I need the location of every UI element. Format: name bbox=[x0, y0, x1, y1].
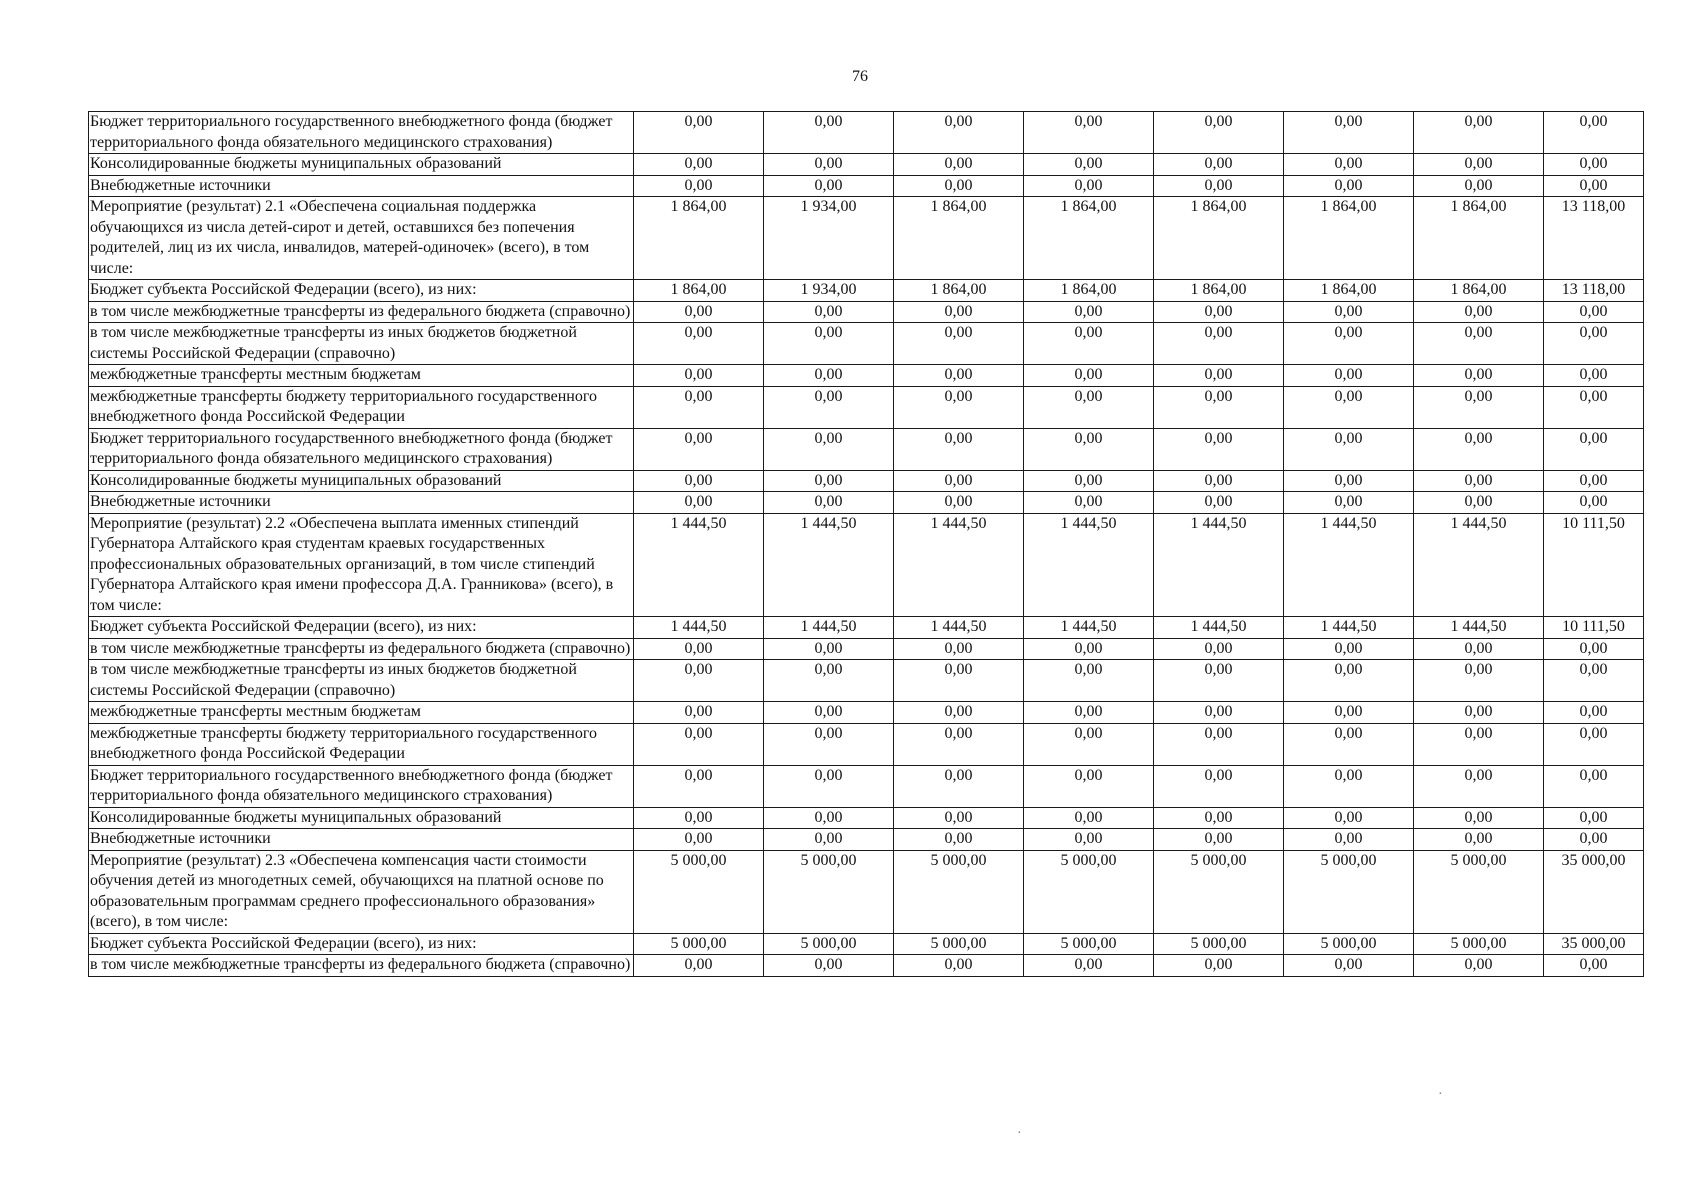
cell-value: 0,00 bbox=[1024, 154, 1154, 176]
cell-total: 0,00 bbox=[1544, 660, 1644, 702]
cell-value: 0,00 bbox=[1414, 829, 1544, 851]
table-row bbox=[89, 933, 1644, 955]
cell-value: 0,00 bbox=[1284, 470, 1414, 492]
cell-total: 13 118,00 bbox=[1544, 280, 1644, 302]
cell-value: 0,00 bbox=[1284, 829, 1414, 851]
table-row bbox=[89, 492, 1644, 514]
cell-value: 0,00 bbox=[634, 765, 764, 807]
cell-value: 0,00 bbox=[1154, 723, 1284, 765]
cell-value: 5 000,00 bbox=[1284, 850, 1414, 933]
table-row bbox=[89, 638, 1644, 660]
cell-value: 0,00 bbox=[764, 112, 894, 154]
cell-value: 0,00 bbox=[1154, 807, 1284, 829]
table-row bbox=[89, 365, 1644, 387]
row-label: Мероприятие (результат) 2.1 «Обеспечена социальная поддержка обучающихся из числа детей-сирот и детей, оставшихся без попечения родителей, лиц из их числа, инвалидов, матерей-одиночек» (всего), в том числе: bbox=[89, 197, 634, 280]
cell-value: 0,00 bbox=[1284, 660, 1414, 702]
row-label: межбюджетные трансферты местным бюджетам bbox=[89, 365, 634, 387]
cell-value: 0,00 bbox=[1154, 492, 1284, 514]
table-row bbox=[89, 386, 1644, 428]
cell-value: 1 864,00 bbox=[634, 197, 764, 280]
cell-total: 0,00 bbox=[1544, 301, 1644, 323]
cell-value: 0,00 bbox=[1414, 723, 1544, 765]
page-number: 76 bbox=[852, 68, 868, 85]
cell-value: 0,00 bbox=[894, 365, 1024, 387]
cell-value: 0,00 bbox=[634, 154, 764, 176]
cell-value: 1 444,50 bbox=[1284, 617, 1414, 639]
cell-total: 10 111,50 bbox=[1544, 617, 1644, 639]
cell-total: 35 000,00 bbox=[1544, 850, 1644, 933]
cell-value: 0,00 bbox=[1024, 955, 1154, 977]
table-row bbox=[89, 702, 1644, 724]
cell-value: 0,00 bbox=[1414, 154, 1544, 176]
cell-value: 0,00 bbox=[1024, 807, 1154, 829]
cell-value: 0,00 bbox=[764, 660, 894, 702]
cell-value: 0,00 bbox=[1284, 386, 1414, 428]
cell-value: 0,00 bbox=[764, 765, 894, 807]
cell-value: 0,00 bbox=[894, 175, 1024, 197]
cell-value: 0,00 bbox=[634, 470, 764, 492]
row-label: Мероприятие (результат) 2.2 «Обеспечена выплата именных стипендий Губернатора Алтайского края студентам краевых государственных профессиональных образовательных организаций, в том числе стипендий Губернатора Алтайского края имени профессора Д.А. Гранникова» (всего), в том числе: bbox=[89, 513, 634, 617]
cell-total: 0,00 bbox=[1544, 323, 1644, 365]
cell-value: 0,00 bbox=[1024, 386, 1154, 428]
cell-value: 0,00 bbox=[764, 386, 894, 428]
cell-value: 5 000,00 bbox=[634, 933, 764, 955]
cell-total: 0,00 bbox=[1544, 112, 1644, 154]
cell-value: 5 000,00 bbox=[894, 850, 1024, 933]
cell-value: 0,00 bbox=[1154, 301, 1284, 323]
cell-value: 5 000,00 bbox=[1024, 850, 1154, 933]
cell-value: 0,00 bbox=[764, 702, 894, 724]
cell-value: 0,00 bbox=[894, 723, 1024, 765]
cell-value: 0,00 bbox=[1024, 492, 1154, 514]
cell-value: 0,00 bbox=[764, 365, 894, 387]
cell-total: 35 000,00 bbox=[1544, 933, 1644, 955]
cell-value: 0,00 bbox=[1154, 428, 1284, 470]
cell-value: 0,00 bbox=[1154, 154, 1284, 176]
cell-value: 0,00 bbox=[1414, 660, 1544, 702]
budget-table bbox=[88, 111, 1644, 977]
table-row bbox=[89, 723, 1644, 765]
cell-value: 1 864,00 bbox=[1024, 197, 1154, 280]
cell-value: 0,00 bbox=[1284, 428, 1414, 470]
cell-value: 0,00 bbox=[1414, 470, 1544, 492]
cell-total: 0,00 bbox=[1544, 154, 1644, 176]
cell-value: 0,00 bbox=[1154, 765, 1284, 807]
cell-total: 0,00 bbox=[1544, 723, 1644, 765]
cell-value: 0,00 bbox=[1154, 323, 1284, 365]
cell-value: 0,00 bbox=[894, 955, 1024, 977]
cell-value: 0,00 bbox=[764, 638, 894, 660]
cell-value: 0,00 bbox=[1154, 955, 1284, 977]
cell-value: 0,00 bbox=[634, 175, 764, 197]
cell-value: 0,00 bbox=[1154, 112, 1284, 154]
cell-value: 0,00 bbox=[1284, 955, 1414, 977]
cell-value: 0,00 bbox=[634, 638, 764, 660]
cell-value: 0,00 bbox=[764, 428, 894, 470]
cell-value: 0,00 bbox=[1154, 175, 1284, 197]
cell-value: 0,00 bbox=[634, 723, 764, 765]
cell-value: 0,00 bbox=[1024, 638, 1154, 660]
cell-value: 0,00 bbox=[1414, 301, 1544, 323]
cell-value: 0,00 bbox=[1154, 702, 1284, 724]
cell-value: 0,00 bbox=[894, 492, 1024, 514]
row-label: в том числе межбюджетные трансферты из федерального бюджета (справочно) bbox=[89, 638, 634, 660]
cell-value: 0,00 bbox=[894, 829, 1024, 851]
cell-value: 0,00 bbox=[894, 765, 1024, 807]
cell-value: 1 864,00 bbox=[1284, 197, 1414, 280]
row-label: межбюджетные трансферты местным бюджетам bbox=[89, 702, 634, 724]
cell-value: 0,00 bbox=[1024, 702, 1154, 724]
cell-value: 1 444,50 bbox=[1284, 513, 1414, 617]
cell-total: 0,00 bbox=[1544, 470, 1644, 492]
row-label: Бюджет субъекта Российской Федерации (всего), из них: bbox=[89, 280, 634, 302]
cell-value: 0,00 bbox=[1024, 323, 1154, 365]
cell-value: 5 000,00 bbox=[1154, 850, 1284, 933]
cell-value: 0,00 bbox=[634, 301, 764, 323]
scan-speck: · bbox=[1438, 1087, 1443, 1102]
table-row bbox=[89, 175, 1644, 197]
cell-total: 0,00 bbox=[1544, 807, 1644, 829]
table-row bbox=[89, 955, 1644, 977]
row-label: Консолидированные бюджеты муниципальных образований bbox=[89, 154, 634, 176]
cell-value: 5 000,00 bbox=[894, 933, 1024, 955]
cell-value: 0,00 bbox=[1414, 386, 1544, 428]
cell-total: 10 111,50 bbox=[1544, 513, 1644, 617]
table-row bbox=[89, 660, 1644, 702]
cell-value: 0,00 bbox=[894, 323, 1024, 365]
cell-total: 0,00 bbox=[1544, 829, 1644, 851]
table-row bbox=[89, 513, 1644, 617]
cell-total: 0,00 bbox=[1544, 386, 1644, 428]
cell-value: 5 000,00 bbox=[764, 850, 894, 933]
cell-value: 0,00 bbox=[1284, 365, 1414, 387]
table-row bbox=[89, 829, 1644, 851]
cell-value: 1 444,50 bbox=[1154, 513, 1284, 617]
row-label: Внебюджетные источники bbox=[89, 175, 634, 197]
row-label: Бюджет субъекта Российской Федерации (всего), из них: bbox=[89, 933, 634, 955]
row-label: Бюджет субъекта Российской Федерации (всего), из них: bbox=[89, 617, 634, 639]
cell-value: 0,00 bbox=[764, 301, 894, 323]
cell-value: 0,00 bbox=[1024, 175, 1154, 197]
cell-value: 1 444,50 bbox=[1154, 617, 1284, 639]
cell-value: 5 000,00 bbox=[1414, 933, 1544, 955]
cell-value: 0,00 bbox=[1024, 470, 1154, 492]
cell-value: 0,00 bbox=[1024, 765, 1154, 807]
cell-value: 0,00 bbox=[1284, 301, 1414, 323]
table-row bbox=[89, 428, 1644, 470]
cell-value: 0,00 bbox=[764, 829, 894, 851]
table-row bbox=[89, 807, 1644, 829]
cell-value: 0,00 bbox=[1284, 154, 1414, 176]
cell-value: 0,00 bbox=[634, 428, 764, 470]
cell-value: 0,00 bbox=[1284, 638, 1414, 660]
cell-value: 5 000,00 bbox=[1024, 933, 1154, 955]
cell-value: 0,00 bbox=[1414, 365, 1544, 387]
cell-value: 0,00 bbox=[1024, 112, 1154, 154]
table-row bbox=[89, 112, 1644, 154]
cell-value: 0,00 bbox=[1024, 365, 1154, 387]
cell-value: 0,00 bbox=[894, 112, 1024, 154]
cell-value: 0,00 bbox=[764, 955, 894, 977]
cell-value: 1 864,00 bbox=[1414, 280, 1544, 302]
cell-value: 0,00 bbox=[634, 386, 764, 428]
cell-value: 0,00 bbox=[634, 829, 764, 851]
cell-value: 0,00 bbox=[894, 301, 1024, 323]
cell-value: 0,00 bbox=[1154, 829, 1284, 851]
cell-value: 0,00 bbox=[1284, 175, 1414, 197]
cell-value: 0,00 bbox=[634, 807, 764, 829]
table-row bbox=[89, 154, 1644, 176]
cell-value: 0,00 bbox=[1414, 702, 1544, 724]
table-row bbox=[89, 301, 1644, 323]
cell-value: 0,00 bbox=[634, 702, 764, 724]
table-row bbox=[89, 470, 1644, 492]
cell-value: 0,00 bbox=[1154, 660, 1284, 702]
cell-total: 0,00 bbox=[1544, 492, 1644, 514]
cell-value: 0,00 bbox=[764, 723, 894, 765]
cell-value: 1 444,50 bbox=[1414, 617, 1544, 639]
cell-total: 0,00 bbox=[1544, 955, 1644, 977]
cell-value: 0,00 bbox=[1024, 829, 1154, 851]
cell-value: 0,00 bbox=[1024, 660, 1154, 702]
cell-value: 0,00 bbox=[634, 323, 764, 365]
cell-value: 5 000,00 bbox=[1154, 933, 1284, 955]
row-label: в том числе межбюджетные трансферты из федерального бюджета (справочно) bbox=[89, 955, 634, 977]
cell-value: 1 444,50 bbox=[1024, 513, 1154, 617]
cell-value: 1 864,00 bbox=[634, 280, 764, 302]
row-label: Бюджет территориального государственного внебюджетного фонда (бюджет территориального фонда обязательного медицинского страхования) bbox=[89, 428, 634, 470]
cell-value: 0,00 bbox=[1414, 323, 1544, 365]
cell-value: 0,00 bbox=[1414, 765, 1544, 807]
table-row bbox=[89, 197, 1644, 280]
cell-value: 0,00 bbox=[764, 807, 894, 829]
cell-value: 1 444,50 bbox=[764, 513, 894, 617]
cell-value: 0,00 bbox=[1284, 112, 1414, 154]
cell-value: 0,00 bbox=[1024, 301, 1154, 323]
cell-value: 0,00 bbox=[1414, 807, 1544, 829]
cell-value: 1 444,50 bbox=[634, 617, 764, 639]
cell-value: 0,00 bbox=[1024, 723, 1154, 765]
cell-value: 1 864,00 bbox=[1284, 280, 1414, 302]
row-label: в том числе межбюджетные трансферты из федерального бюджета (справочно) bbox=[89, 301, 634, 323]
cell-value: 1 444,50 bbox=[894, 617, 1024, 639]
cell-total: 0,00 bbox=[1544, 428, 1644, 470]
cell-value: 1 864,00 bbox=[894, 197, 1024, 280]
cell-value: 0,00 bbox=[764, 175, 894, 197]
cell-value: 0,00 bbox=[1154, 386, 1284, 428]
row-label: в том числе межбюджетные трансферты из иных бюджетов бюджетной системы Российской Федерации (справочно) bbox=[89, 660, 634, 702]
cell-value: 0,00 bbox=[1284, 702, 1414, 724]
cell-value: 5 000,00 bbox=[764, 933, 894, 955]
cell-value: 0,00 bbox=[1414, 955, 1544, 977]
table-row bbox=[89, 850, 1644, 933]
row-label: в том числе межбюджетные трансферты из иных бюджетов бюджетной системы Российской Федерации (справочно) bbox=[89, 323, 634, 365]
table-row bbox=[89, 617, 1644, 639]
budget-table-body bbox=[89, 112, 1644, 977]
cell-value: 0,00 bbox=[1284, 765, 1414, 807]
cell-value: 0,00 bbox=[894, 428, 1024, 470]
table-row bbox=[89, 323, 1644, 365]
cell-value: 0,00 bbox=[634, 365, 764, 387]
cell-value: 0,00 bbox=[1414, 638, 1544, 660]
cell-value: 1 864,00 bbox=[1024, 280, 1154, 302]
cell-value: 0,00 bbox=[634, 660, 764, 702]
row-label: Внебюджетные источники bbox=[89, 829, 634, 851]
row-label: Консолидированные бюджеты муниципальных образований bbox=[89, 807, 634, 829]
cell-value: 0,00 bbox=[1414, 492, 1544, 514]
cell-value: 1 444,50 bbox=[634, 513, 764, 617]
cell-total: 0,00 bbox=[1544, 175, 1644, 197]
cell-value: 1 864,00 bbox=[894, 280, 1024, 302]
cell-value: 0,00 bbox=[1284, 723, 1414, 765]
cell-value: 0,00 bbox=[764, 492, 894, 514]
cell-value: 0,00 bbox=[1414, 112, 1544, 154]
cell-value: 0,00 bbox=[894, 154, 1024, 176]
row-label: межбюджетные трансферты бюджету территориального государственного внебюджетного фонда Российской Федерации bbox=[89, 386, 634, 428]
row-label: Мероприятие (результат) 2.3 «Обеспечена компенсация части стоимости обучения детей из многодетных семей, обучающихся на платной основе по образовательным программам среднего профессионального образования» (всего), в том числе: bbox=[89, 850, 634, 933]
cell-value: 0,00 bbox=[894, 807, 1024, 829]
cell-total: 0,00 bbox=[1544, 638, 1644, 660]
cell-value: 0,00 bbox=[1024, 428, 1154, 470]
cell-value: 1 864,00 bbox=[1154, 197, 1284, 280]
cell-value: 0,00 bbox=[894, 638, 1024, 660]
cell-value: 1 864,00 bbox=[1414, 197, 1544, 280]
cell-total: 13 118,00 bbox=[1544, 197, 1644, 280]
cell-value: 0,00 bbox=[1154, 470, 1284, 492]
cell-value: 1 444,50 bbox=[1414, 513, 1544, 617]
scan-speck: · bbox=[1017, 1126, 1022, 1141]
row-label: Консолидированные бюджеты муниципальных образований bbox=[89, 470, 634, 492]
row-label: Бюджет территориального государственного внебюджетного фонда (бюджет территориального фонда обязательного медицинского страхования) bbox=[89, 112, 634, 154]
cell-value: 0,00 bbox=[894, 386, 1024, 428]
cell-value: 1 864,00 bbox=[1154, 280, 1284, 302]
cell-value: 0,00 bbox=[764, 154, 894, 176]
cell-value: 0,00 bbox=[764, 323, 894, 365]
cell-total: 0,00 bbox=[1544, 365, 1644, 387]
cell-value: 0,00 bbox=[894, 660, 1024, 702]
row-label: Бюджет территориального государственного внебюджетного фонда (бюджет территориального фонда обязательного медицинского страхования) bbox=[89, 765, 634, 807]
cell-value: 0,00 bbox=[634, 112, 764, 154]
row-label: межбюджетные трансферты бюджету территориального государственного внебюджетного фонда Российской Федерации bbox=[89, 723, 634, 765]
cell-value: 1 934,00 bbox=[764, 197, 894, 280]
cell-value: 0,00 bbox=[634, 955, 764, 977]
cell-value: 1 444,50 bbox=[764, 617, 894, 639]
cell-value: 1 444,50 bbox=[894, 513, 1024, 617]
cell-value: 0,00 bbox=[1284, 492, 1414, 514]
cell-value: 0,00 bbox=[1414, 175, 1544, 197]
cell-value: 5 000,00 bbox=[1414, 850, 1544, 933]
cell-value: 0,00 bbox=[634, 492, 764, 514]
cell-value: 0,00 bbox=[1414, 428, 1544, 470]
cell-value: 5 000,00 bbox=[1284, 933, 1414, 955]
table-row bbox=[89, 280, 1644, 302]
cell-value: 0,00 bbox=[1154, 365, 1284, 387]
cell-value: 0,00 bbox=[894, 470, 1024, 492]
cell-total: 0,00 bbox=[1544, 702, 1644, 724]
cell-value: 0,00 bbox=[1284, 323, 1414, 365]
cell-value: 0,00 bbox=[764, 470, 894, 492]
cell-value: 0,00 bbox=[1154, 638, 1284, 660]
cell-value: 1 934,00 bbox=[764, 280, 894, 302]
cell-value: 1 444,50 bbox=[1024, 617, 1154, 639]
cell-value: 5 000,00 bbox=[634, 850, 764, 933]
cell-total: 0,00 bbox=[1544, 765, 1644, 807]
table-row bbox=[89, 765, 1644, 807]
cell-value: 0,00 bbox=[1284, 807, 1414, 829]
row-label: Внебюджетные источники bbox=[89, 492, 634, 514]
cell-value: 0,00 bbox=[894, 702, 1024, 724]
